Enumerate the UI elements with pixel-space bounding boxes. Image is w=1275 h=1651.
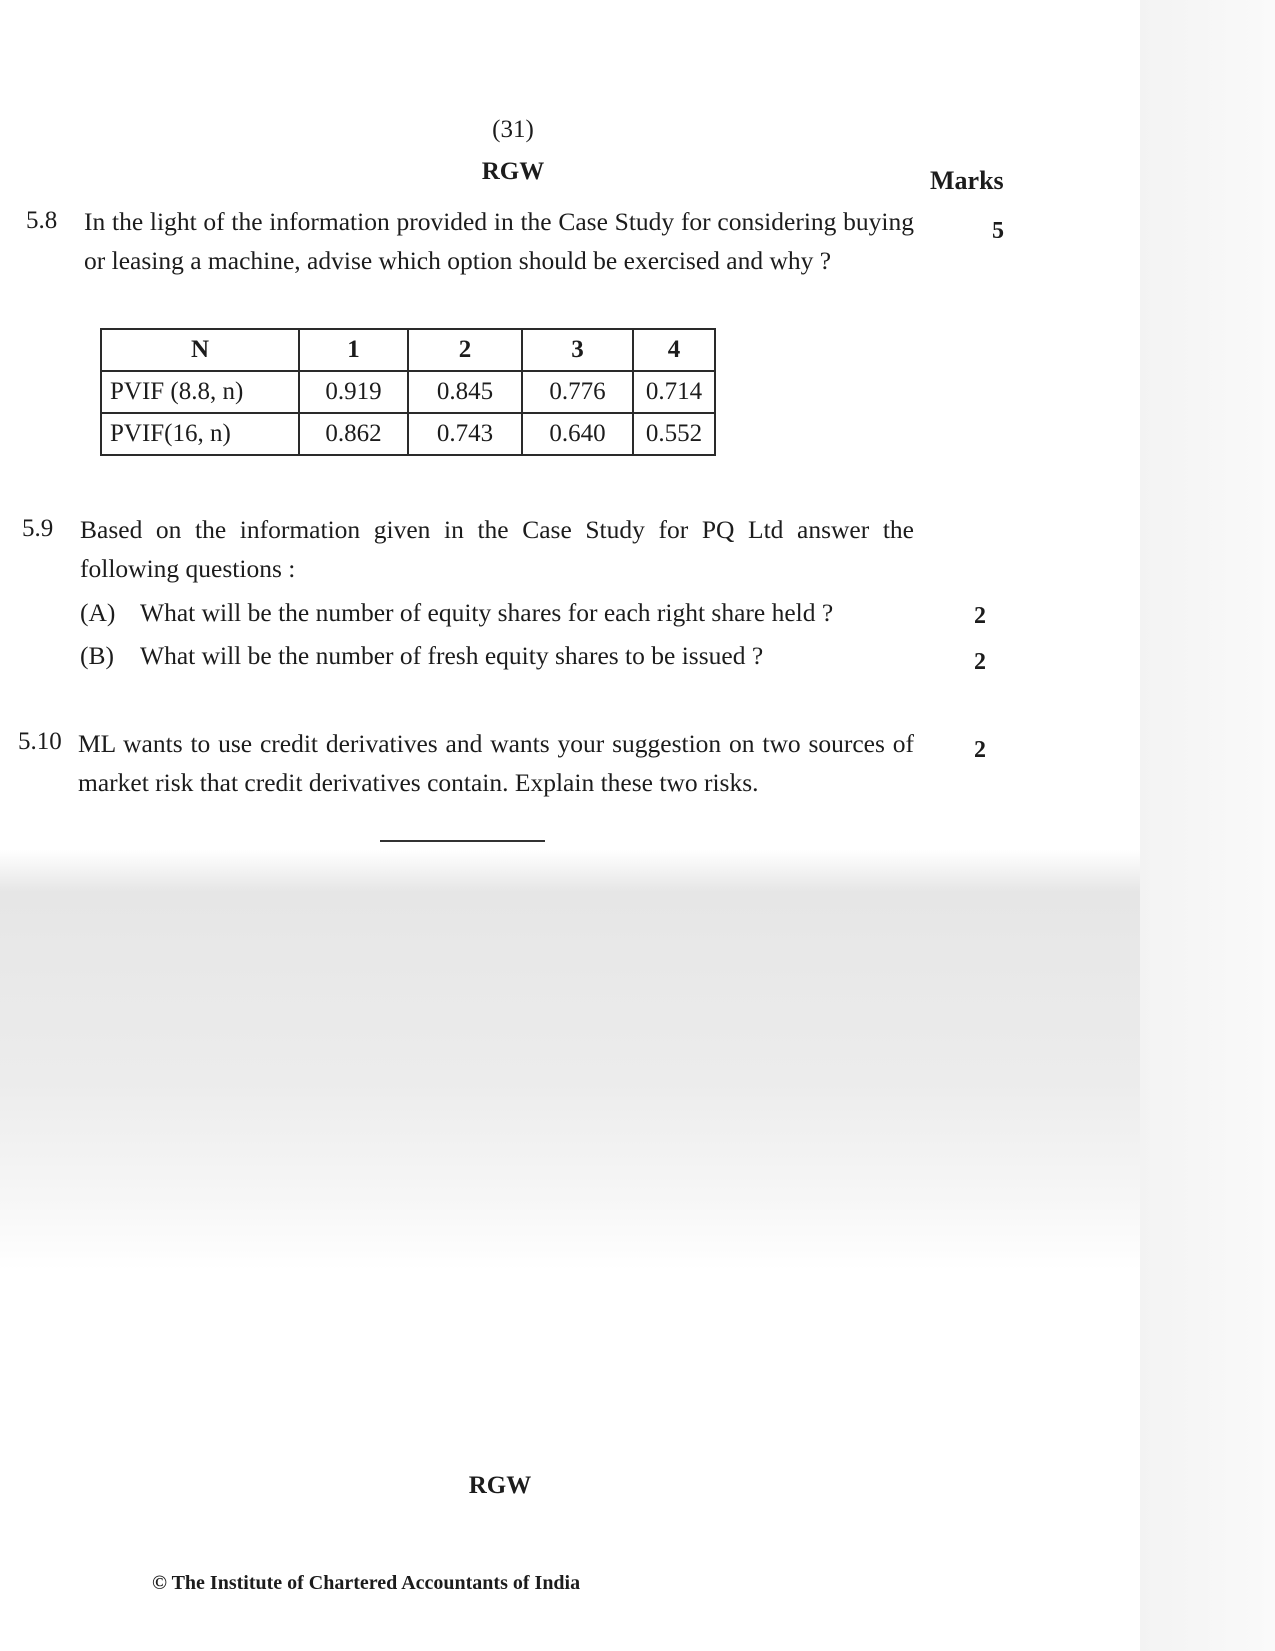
q59-part-b-marks: 2 <box>974 649 986 675</box>
table-cell: 0.776 <box>522 371 633 413</box>
table-cell: 0.552 <box>633 413 715 455</box>
table-cell: 0.845 <box>408 371 522 413</box>
q58-number: 5.8 <box>26 207 58 234</box>
table-cell: 0.919 <box>299 371 408 413</box>
table-row <box>101 371 715 413</box>
table-cell: 0.714 <box>633 371 715 413</box>
table-row <box>101 413 715 455</box>
paper-code-bottom: RGW <box>468 1472 532 1499</box>
q59-part-a-marks: 2 <box>974 603 986 629</box>
q59-part-a-label: (A) <box>80 598 116 627</box>
q59-part-b-text: What will be the number of fresh equity shares to be issued ? <box>140 641 764 670</box>
pvif-header-row <box>101 329 715 371</box>
q510-text: ML wants to use credit derivatives and wants your suggestion on two sources of market risk that credit derivatives contain. Explain these two risks. <box>78 729 914 797</box>
q58-marks: 5 <box>992 218 1004 244</box>
paper-code-top: RGW <box>481 158 545 185</box>
table-cell: 0.862 <box>299 413 408 455</box>
table-cell: 0.743 <box>408 413 522 455</box>
q58-text: In the light of the information provided in the Case Study for considering buying or leasing a machine, advise which option should be exercised and why ? <box>84 207 914 275</box>
q510-marks: 2 <box>974 737 986 763</box>
scan-edge <box>1140 0 1275 1651</box>
pvif-header-1: 1 <box>299 329 408 371</box>
end-rule <box>380 840 545 842</box>
pvif-header-n: N <box>101 329 299 371</box>
pvif-header-3: 3 <box>522 329 633 371</box>
copyright-notice: © The Institute of Chartered Accountants of India <box>152 1572 581 1594</box>
scan-shadow <box>0 850 1140 1270</box>
q59-part-a-text: What will be the number of equity shares for each right share held ? <box>140 598 834 627</box>
q510-number: 5.10 <box>18 728 62 755</box>
q59-number: 5.9 <box>22 515 54 542</box>
q59-text: Based on the information given in the Case Study for PQ Ltd answer the following questions : <box>80 515 914 583</box>
page-number: (31) <box>492 116 534 143</box>
table-cell: 0.640 <box>522 413 633 455</box>
pvif-row-label: PVIF (8.8, n) <box>101 371 299 413</box>
pvif-row-label: PVIF(16, n) <box>101 413 299 455</box>
pvif-header-2: 2 <box>408 329 522 371</box>
pvif-table <box>100 328 716 456</box>
pvif-header-4: 4 <box>633 329 715 371</box>
marks-heading: Marks <box>930 166 1004 195</box>
q59-part-b-label: (B) <box>80 641 114 670</box>
